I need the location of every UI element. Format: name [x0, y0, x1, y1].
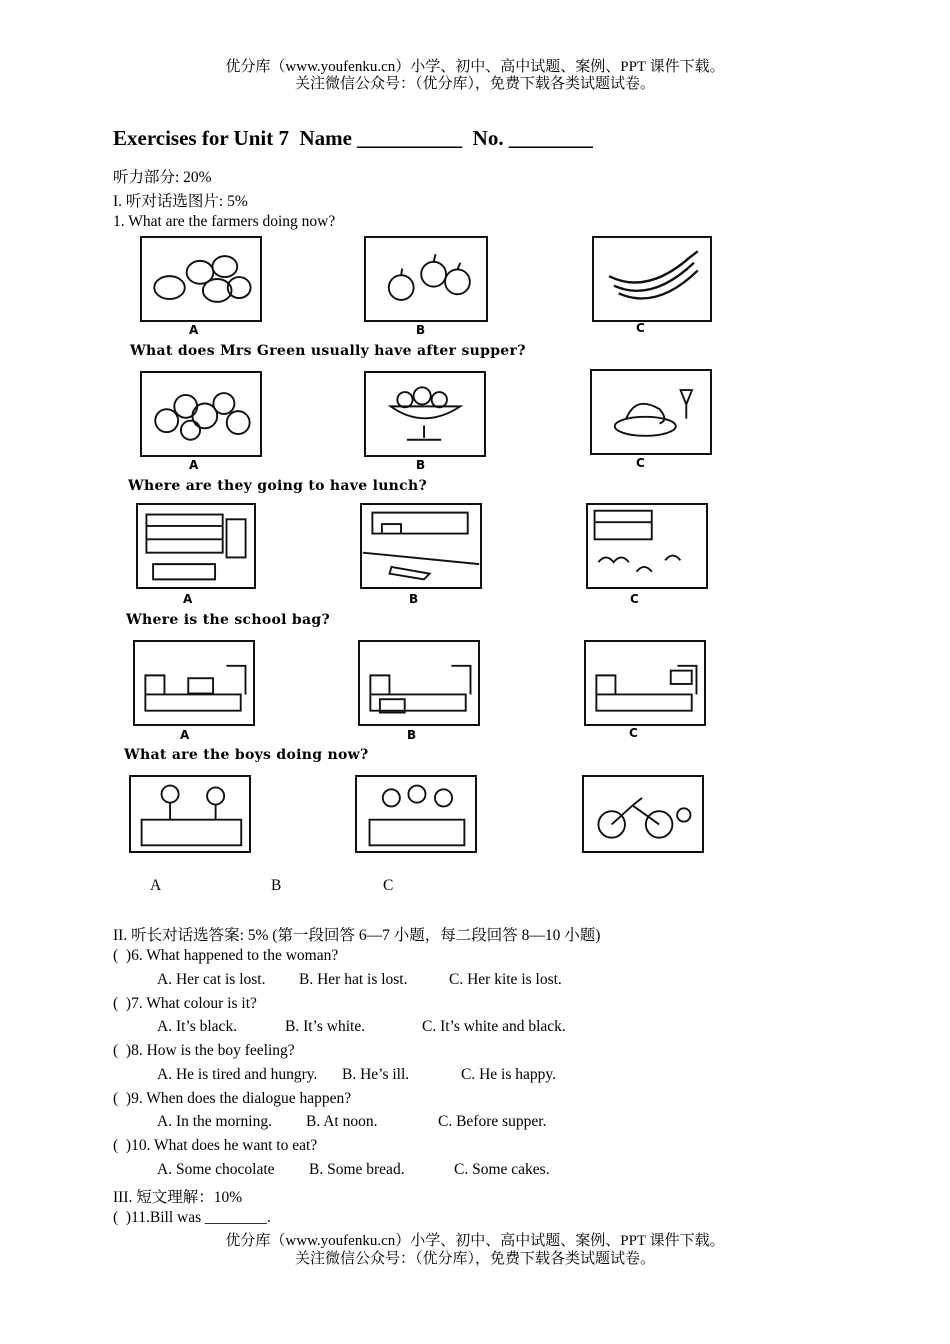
picture-chicken-dish — [590, 369, 712, 455]
question-7-option-b: B. It’s white. — [285, 1018, 366, 1035]
picture-shop — [136, 503, 256, 589]
page-title: Exercises for Unit 7 Name __________ No. ________ — [113, 126, 593, 150]
question-9-option-a: A. In the morning. — [157, 1113, 272, 1130]
question-9-option-c: C. Before supper. — [438, 1113, 547, 1130]
question-7-option-c: C. It’s white and black. — [422, 1018, 566, 1035]
question-7-stem: ( )7. What colour is it? — [113, 995, 257, 1012]
question-4: Where is the school bag? — [126, 612, 330, 628]
question-8-stem: ( )8. How is the boy feeling? — [113, 1042, 295, 1059]
picture-boys-cooking — [129, 775, 251, 853]
question-6-option-a: A. Her cat is lost. — [157, 971, 266, 988]
question-5: What are the boys doing now? — [124, 747, 369, 763]
question-1: 1. What are the farmers doing now? — [113, 213, 336, 230]
label-a: A — [183, 592, 193, 606]
question-2: What does Mrs Green usually have after supper? — [130, 343, 526, 359]
picture-boys-cycling — [582, 775, 704, 853]
question-11-stem: ( )11.Bill was ________. — [113, 1209, 271, 1226]
label-a: A — [189, 458, 199, 472]
question-7-option-a: A. It’s black. — [157, 1018, 238, 1035]
question-6-stem: ( )6. What happened to the woman? — [113, 947, 339, 964]
row5-label-b: B — [271, 877, 282, 894]
label-c: C — [636, 456, 645, 470]
question-10-option-b: B. Some bread. — [309, 1161, 405, 1178]
picture-oranges — [140, 236, 262, 322]
picture-fruit-pile — [140, 371, 262, 457]
picture-bedroom-b — [358, 640, 480, 726]
question-9-option-b: B. At noon. — [306, 1113, 378, 1130]
row5-label-c: C — [383, 877, 394, 894]
picture-bedroom-c — [584, 640, 706, 726]
row5-label-a: A — [150, 877, 162, 894]
label-b: B — [416, 323, 426, 337]
label-c: C — [636, 321, 645, 335]
header-line-2: 关注微信公众号：（优分库），免费下载各类试题试卷。 — [294, 76, 655, 92]
question-10-option-a: A. Some chocolate — [157, 1161, 275, 1178]
question-3: Where are they going to have lunch? — [128, 478, 427, 494]
label-a: A — [180, 728, 190, 742]
listening-total: 听力部分: 20% — [113, 169, 212, 186]
section3-heading: III. 短文理解：10% — [113, 1189, 243, 1206]
question-9-stem: ( )9. When does the dialogue happen? — [113, 1090, 352, 1107]
question-10-option-c: C. Some cakes. — [454, 1161, 550, 1178]
question-8-option-a: A. He is tired and hungry. — [157, 1066, 318, 1083]
label-c: C — [630, 592, 639, 606]
picture-bedroom-a — [133, 640, 255, 726]
picture-bananas — [592, 236, 712, 322]
question-6-option-c: C. Her kite is lost. — [449, 971, 562, 988]
label-a: A — [189, 323, 199, 337]
picture-apples — [364, 236, 488, 322]
label-b: B — [407, 728, 417, 742]
picture-street — [360, 503, 482, 589]
question-6-option-b: B. Her hat is lost. — [299, 971, 408, 988]
question-8-option-b: B. He’s ill. — [342, 1066, 410, 1083]
footer-line-2: 关注微信公众号：（优分库），免费下载各类试题试卷。 — [294, 1251, 655, 1267]
picture-park — [586, 503, 708, 589]
label-c: C — [629, 726, 638, 740]
section1-heading: I. 听对话选图片: 5% — [113, 193, 248, 210]
section2-heading: II. 听长对话选答案: 5% (第一段回答 6—7 小题，每二段回答 8—10 小题) — [113, 927, 601, 944]
footer-line-1: 优分库（www.youfenku.cn）小学、初中、高中试题、案例、PPT 课件下载。 — [225, 1233, 725, 1249]
question-8-option-c: C. He is happy. — [461, 1066, 556, 1083]
label-b: B — [409, 592, 419, 606]
question-10-stem: ( )10. What does he want to eat? — [113, 1137, 318, 1154]
label-b: B — [416, 458, 426, 472]
header-line-1: 优分库（www.youfenku.cn）小学、初中、高中试题、案例、PPT 课件下载。 — [225, 59, 725, 75]
picture-fruit-bowl — [364, 371, 486, 457]
picture-boys-eating — [355, 775, 477, 853]
